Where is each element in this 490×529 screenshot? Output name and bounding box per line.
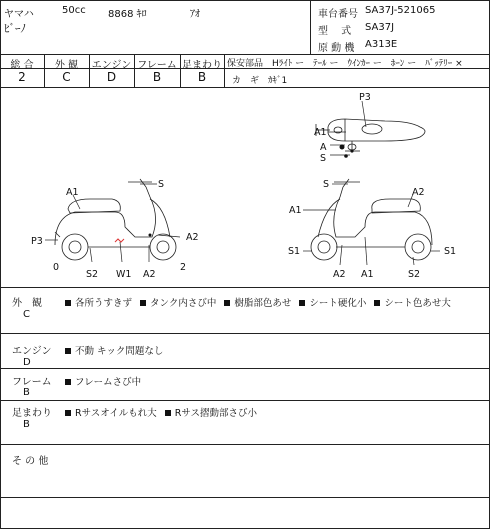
model-name: ﾋﾞｰﾉ	[4, 22, 26, 35]
left-label-p3: P3	[31, 236, 43, 247]
remark-label-suspension: 足まわり	[12, 408, 52, 419]
grade-header-exterior: 外 観	[54, 60, 79, 71]
top-label-a1: A1	[314, 127, 327, 138]
top-label-p3: P3	[359, 92, 371, 103]
color: ｱｵ	[190, 9, 200, 20]
parts-keys: カ ギ ｶｷﾞ1	[232, 76, 288, 86]
right-label-s1-rear: S1	[444, 246, 457, 257]
remark-grade-engine: D	[23, 357, 31, 368]
left-label-0: 0	[53, 262, 60, 273]
grade-header-frame: フレーム	[137, 60, 177, 71]
engine-label: 原 動 機	[318, 43, 355, 54]
remark-items-frame: フレームさび中	[65, 374, 149, 388]
displacement: 50cc	[62, 5, 86, 16]
parts-label: 保安部品	[227, 59, 264, 69]
grade-frame: B	[152, 70, 162, 84]
right-label-a1-top: A1	[289, 205, 302, 216]
remark-label-engine: エンジン	[12, 346, 52, 357]
right-label-a2-top: A2	[412, 187, 425, 198]
right-label-s: S	[323, 179, 330, 190]
grade-header-engine: エンジン	[91, 60, 132, 71]
grade-header-suspension: 足まわり	[182, 60, 222, 71]
type-label: 型 式	[318, 26, 352, 37]
parts-line1: Hﾗｲﾄ ー ﾃｰﾙ ー ｳｲﾝｶｰ ー ﾎｰﾝ ー ﾊﾞｯﾃﾘｰ ×	[272, 59, 463, 69]
top-label-a: A	[320, 142, 327, 153]
grade-overall: 2	[18, 70, 26, 84]
remark-grade-suspension: B	[23, 419, 30, 430]
remark-label-exterior: 外 観	[12, 298, 42, 309]
remark-items-exterior: 各所うすきず タンク内さび中 樹脂部色あせ シート硬化小 シート色あせ大	[65, 295, 459, 309]
remark-label-frame: フレーム	[12, 377, 52, 388]
remark-grade-frame: B	[23, 387, 30, 398]
mileage: 8868 ｷﾛ	[108, 9, 147, 20]
top-label-s: S	[320, 153, 327, 164]
right-label-a1: A1	[361, 269, 374, 280]
grade-exterior: C	[62, 70, 71, 84]
left-label-a2-front: A2	[186, 232, 199, 243]
frame-no-label: 車台番号	[318, 9, 358, 20]
left-label-s: S	[158, 179, 165, 190]
right-label-a2: A2	[333, 269, 346, 280]
left-label-w1: W1	[116, 269, 132, 280]
remark-items-engine: 不動 キック問題なし	[65, 343, 171, 357]
left-label-a2: A2	[143, 269, 156, 280]
maker: ヤマハ	[4, 9, 34, 20]
top-view-scooter	[316, 119, 425, 151]
right-label-s1-front: S1	[288, 246, 301, 257]
grade-suspension: B	[197, 70, 207, 84]
grade-engine: D	[106, 70, 117, 84]
left-label-s2: S2	[86, 269, 99, 280]
right-label-s2: S2	[408, 269, 421, 280]
frame-no-value: SA37J-521065	[365, 5, 436, 16]
damage-diagram	[0, 87, 490, 287]
type-value: SA37J	[365, 22, 395, 33]
remark-items-suspension: Rサスオイルもれ大 Rサス摺動部さび小	[65, 405, 265, 419]
grade-header-overall: 総 合	[10, 60, 34, 71]
remark-label-other: そ の 他	[12, 456, 49, 467]
remark-grade-exterior: C	[23, 309, 30, 320]
left-label-2: 2	[180, 262, 187, 273]
left-label-a1: A1	[66, 187, 79, 198]
engine-value: A313E	[365, 39, 398, 50]
